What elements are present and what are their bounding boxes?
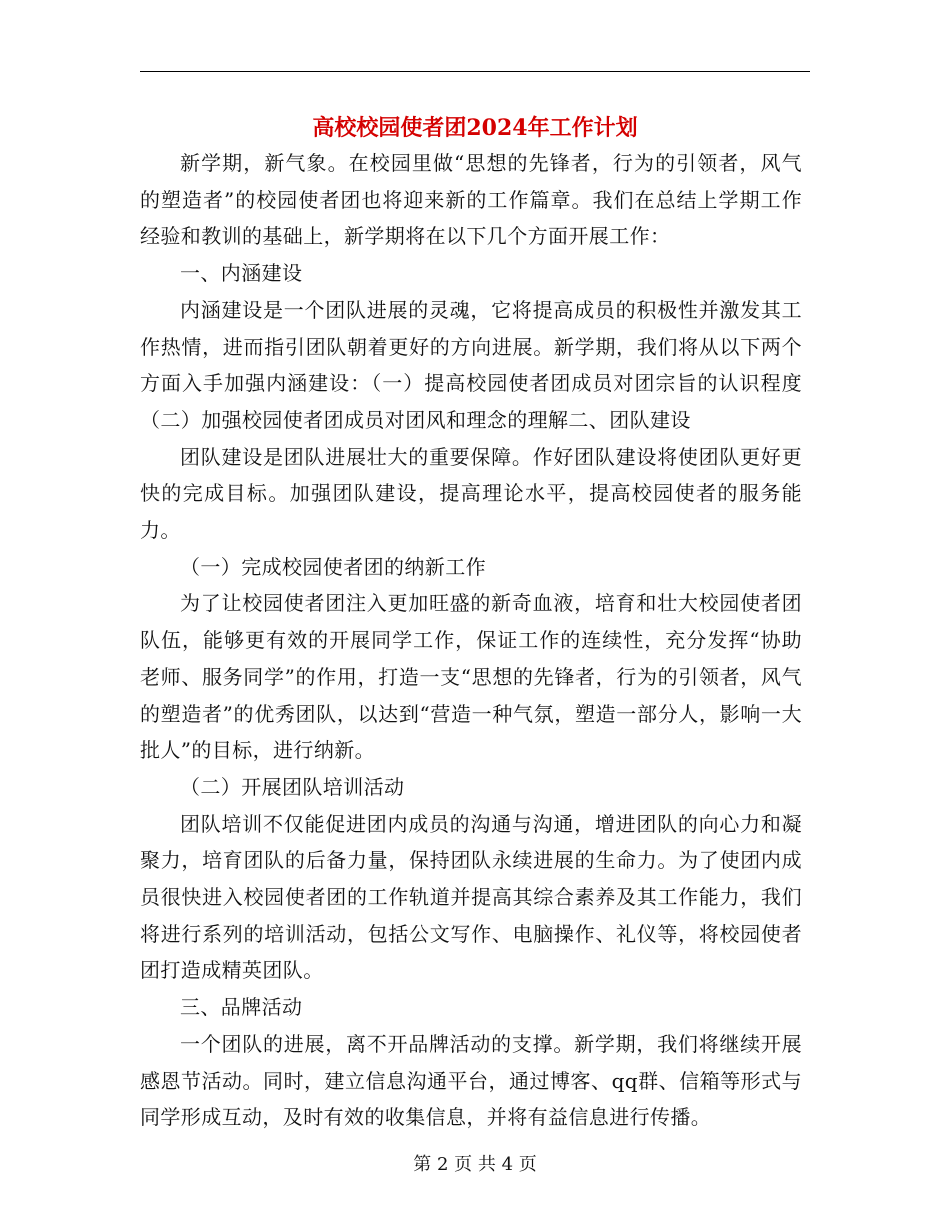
paragraph-recruitment: 为了让校园使者团注入更加旺盛的新奇血液，培育和壮大校园使者团队伍，能够更有效的开展同学工作，保证工作的连续性，充分发挥“协助老师、服务同学”的作用，打造一支“思想的先锋者，行为的引领者，风气的塑造者”的优秀团队，以达到“营造一种气氛，塑造一部分人，影响一大批人”的目标，进行纳新。: [140, 591, 802, 763]
paragraph-training: 团队培训不仅能促进团内成员的沟通与沟通，增进团队的向心力和凝聚力，培育团队的后备力量，保持团队永续进展的生命力。为了使团内成员很快进入校园使者团的工作轨道并提高其综合素养及其工作能力，我们将进行系列的培训活动，包括公文写作、电脑操作、礼仪等，将校园使者团打造成精英团队。: [140, 811, 802, 983]
heading-training: （二）开展团队培训活动: [180, 774, 405, 799]
heading-brand-activities: 三、品牌活动: [180, 995, 303, 1020]
document-title: 高校校园使者团2024年工作计划: [312, 115, 638, 141]
paragraph-brand-activities: 一个团队的进展，离不开品牌活动的支撑。新学期，我们将继续开展感恩节活动。同时，建立信息沟通平台，通过博客、qq群、信箱等形式与同学形成互动，及时有效的收集信息，并将有益信息进行传播。: [140, 1031, 802, 1130]
paragraph-team-building: 团队建设是团队进展壮大的重要保障。作好团队建设将使团队更好更快的完成目标。加强团队建设，提高理论水平，提高校园使者的服务能力。: [140, 444, 802, 543]
page-number: 第 2 页 共 4 页: [413, 1154, 537, 1175]
heading-recruitment: （一）完成校园使者团的纳新工作: [180, 554, 486, 579]
paragraph-intro: 新学期，新气象。在校园里做“思想的先锋者，行为的引领者，风气的塑造者”的校园使者团也将迎来新的工作篇章。我们在总结上学期工作经验和教训的基础上，新学期将在以下几个方面开展工作：: [140, 151, 802, 249]
header-rule: [140, 71, 810, 72]
heading-connotation-building: 一、内涵建设: [180, 261, 303, 286]
paragraph-connotation: 内涵建设是一个团队进展的灵魂，它将提高成员的积极性并激发其工作热情，进而指引团队朝着更好的方向进展。新学期，我们将从以下两个方面入手加强内涵建设：（一）提高校园使者团成员对团宗旨的认识程度（二）加强校园使者团成员对团风和理念的理解二、团队建设: [140, 297, 802, 432]
document-body: [140, 145, 802, 1136]
